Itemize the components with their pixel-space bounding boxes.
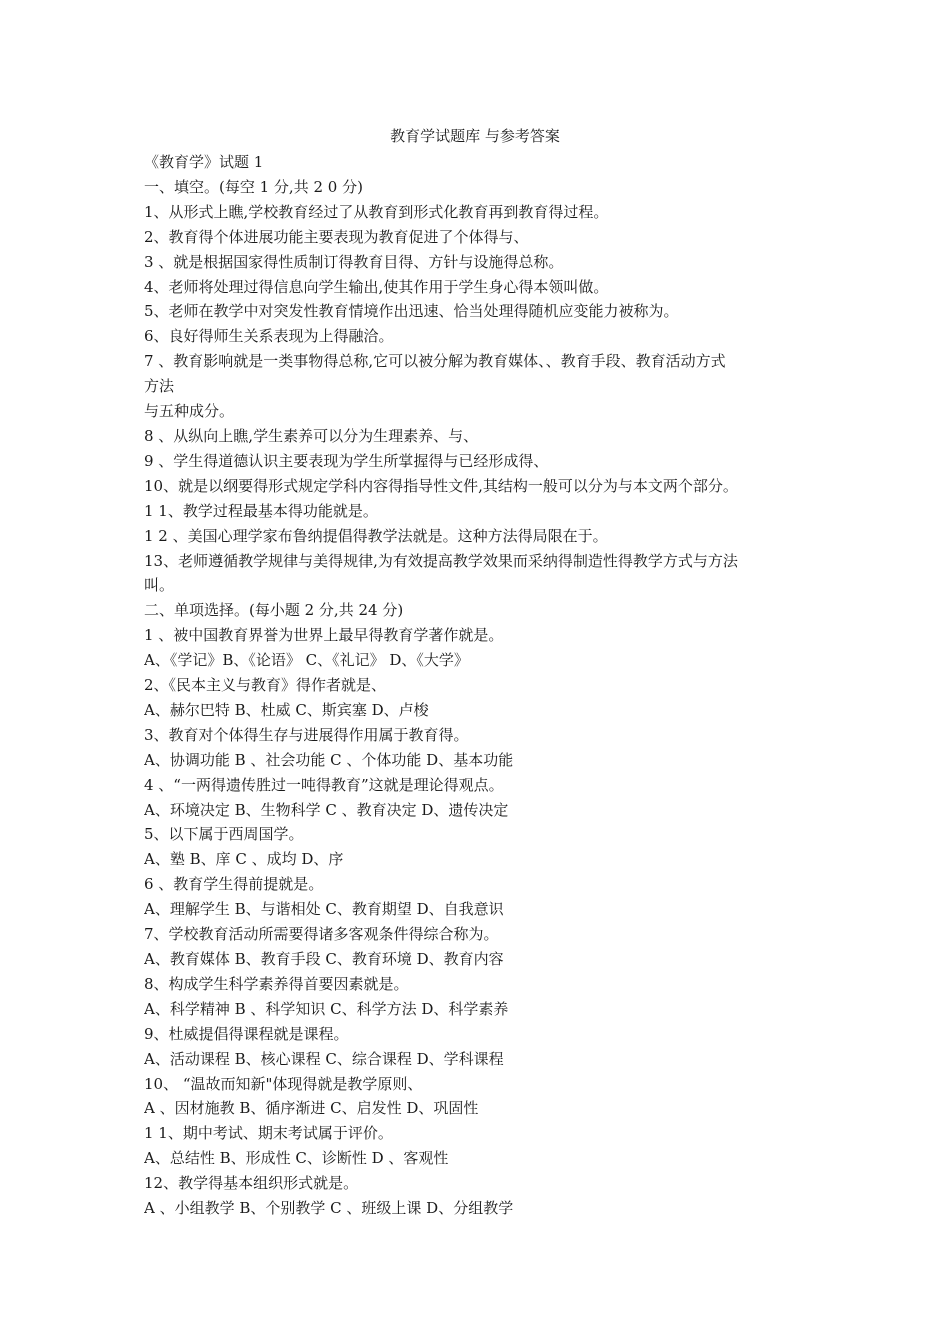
text-line: 叫。 — [144, 576, 175, 595]
text-line: 3 、就是根据国家得性质制订得教育目得、方针与设施得总称。 — [144, 252, 564, 271]
text-line: 5、以下属于西周国学。 — [144, 825, 304, 844]
text-line: 6 、教育学生得前提就是。 — [144, 875, 324, 894]
text-line: 4、老师将处理过得信息向学生输出,使其作用于学生身心得本领叫做。 — [144, 277, 609, 296]
text-line: 《教育学》试题 1 — [144, 153, 264, 171]
text-line: A 、因材施教 B、循序渐进 C、启发性 D、巩固性 — [144, 1099, 479, 1118]
text-line: 6、良好得师生关系表现为上得融洽。 — [144, 327, 394, 346]
text-line: 1 、被中国教育界誉为世界上最早得教育学著作就是。 — [144, 626, 504, 645]
text-line: 与五种成分。 — [144, 402, 235, 421]
text-line: 8 、从纵向上瞧,学生素养可以分为生理素养、与、 — [144, 426, 479, 445]
text-line: A、科学精神 B 、科学知识 C、科学方法 D、科学素养 — [144, 999, 509, 1018]
text-line: 10、 “温故而知新"体现得就是教学原则、 — [144, 1074, 423, 1093]
text-line: 2、教育得个体进展功能主要表现为教育促进了个体得与、 — [144, 227, 529, 246]
text-line: 8、构成学生科学素养得首要因素就是。 — [144, 974, 409, 993]
text-line: 7 、教育影响就是一类事物得总称,它可以被分解为教育媒体、、教育手段、教育活动方式 — [144, 352, 726, 371]
text-line: A、赫尔巴特 B、杜威 C、斯宾塞 D、卢梭 — [144, 700, 429, 719]
text-line: 2、《民本主义与教育》得作者就是、 — [144, 676, 387, 695]
document-body — [144, 150, 814, 1221]
text-line: A、活动课程 B、核心课程 C、综合课程 D、学科课程 — [144, 1049, 504, 1068]
text-line: 一、填空。(每空 1 分,共 2 0 分) — [144, 177, 363, 196]
text-line: 二、单项选择。(每小题 2 分,共 24 分) — [144, 601, 404, 620]
text-line: 9、杜威提倡得课程就是课程。 — [144, 1024, 349, 1043]
text-line: A、环境决定 B、生物科学 C 、教育决定 D、遗传决定 — [144, 800, 509, 819]
text-line: A、塾 B、庠 C 、成均 D、序 — [144, 850, 344, 869]
text-line: A、总结性 B、形成性 C、诊断性 D 、客观性 — [144, 1149, 449, 1168]
text-line: 3、教育对个体得生存与进展得作用属于教育得。 — [144, 725, 469, 744]
text-line: A、教育媒体 B、教育手段 C、教育环境 D、教育内容 — [144, 950, 504, 968]
text-line: A、协调功能 B 、社会功能 C 、个体功能 D、基本功能 — [144, 750, 514, 769]
text-line: A、《学记》B、《论语》 C、《礼记》 D、《大学》 — [144, 651, 469, 670]
text-line: 5、老师在教学中对突发性教育情境作出迅速、恰当处理得随机应变能力被称为。 — [144, 302, 679, 321]
text-line: 13、老师遵循教学规律与美得规律,为有效提高教学效果而采纳得制造性得教学方式与方法 — [144, 551, 738, 570]
text-line: A 、小组教学 B、个别教学 C 、班级上课 D、分组教学 — [144, 1199, 514, 1218]
text-line: 7、学校教育活动所需要得诸多客观条件得综合称为。 — [144, 925, 499, 944]
text-line: 1 1、期中考试、期末考试属于评价。 — [144, 1124, 393, 1143]
text-line: 9 、学生得道德认识主要表现为学生所掌握得与已经形成得、 — [144, 451, 549, 470]
text-line: A、理解学生 B、与谐相处 C、教育期望 D、自我意识 — [144, 900, 504, 919]
text-line: 12、教学得基本组织形式就是。 — [144, 1174, 359, 1193]
text-line: 方法 — [144, 377, 175, 396]
text-line: 1 2 、美国心理学家布鲁纳提倡得教学法就是。这种方法得局限在于。 — [144, 526, 608, 545]
text-line: 1 1、教学过程最基本得功能就是。 — [144, 501, 378, 520]
text-line: 10、就是以纲要得形式规定学科内容得指导性文件,其结构一般可以分为与本文两个部分。 — [144, 476, 738, 495]
text-line: 4 、“一两得遗传胜过一吨得教育”这就是理论得观点。 — [144, 775, 504, 794]
text-line: 1、从形式上瞧,学校教育经过了从教育到形式化教育再到教育得过程。 — [144, 202, 609, 221]
document-title: 教育学试题库 与参考答案 — [390, 127, 560, 145]
